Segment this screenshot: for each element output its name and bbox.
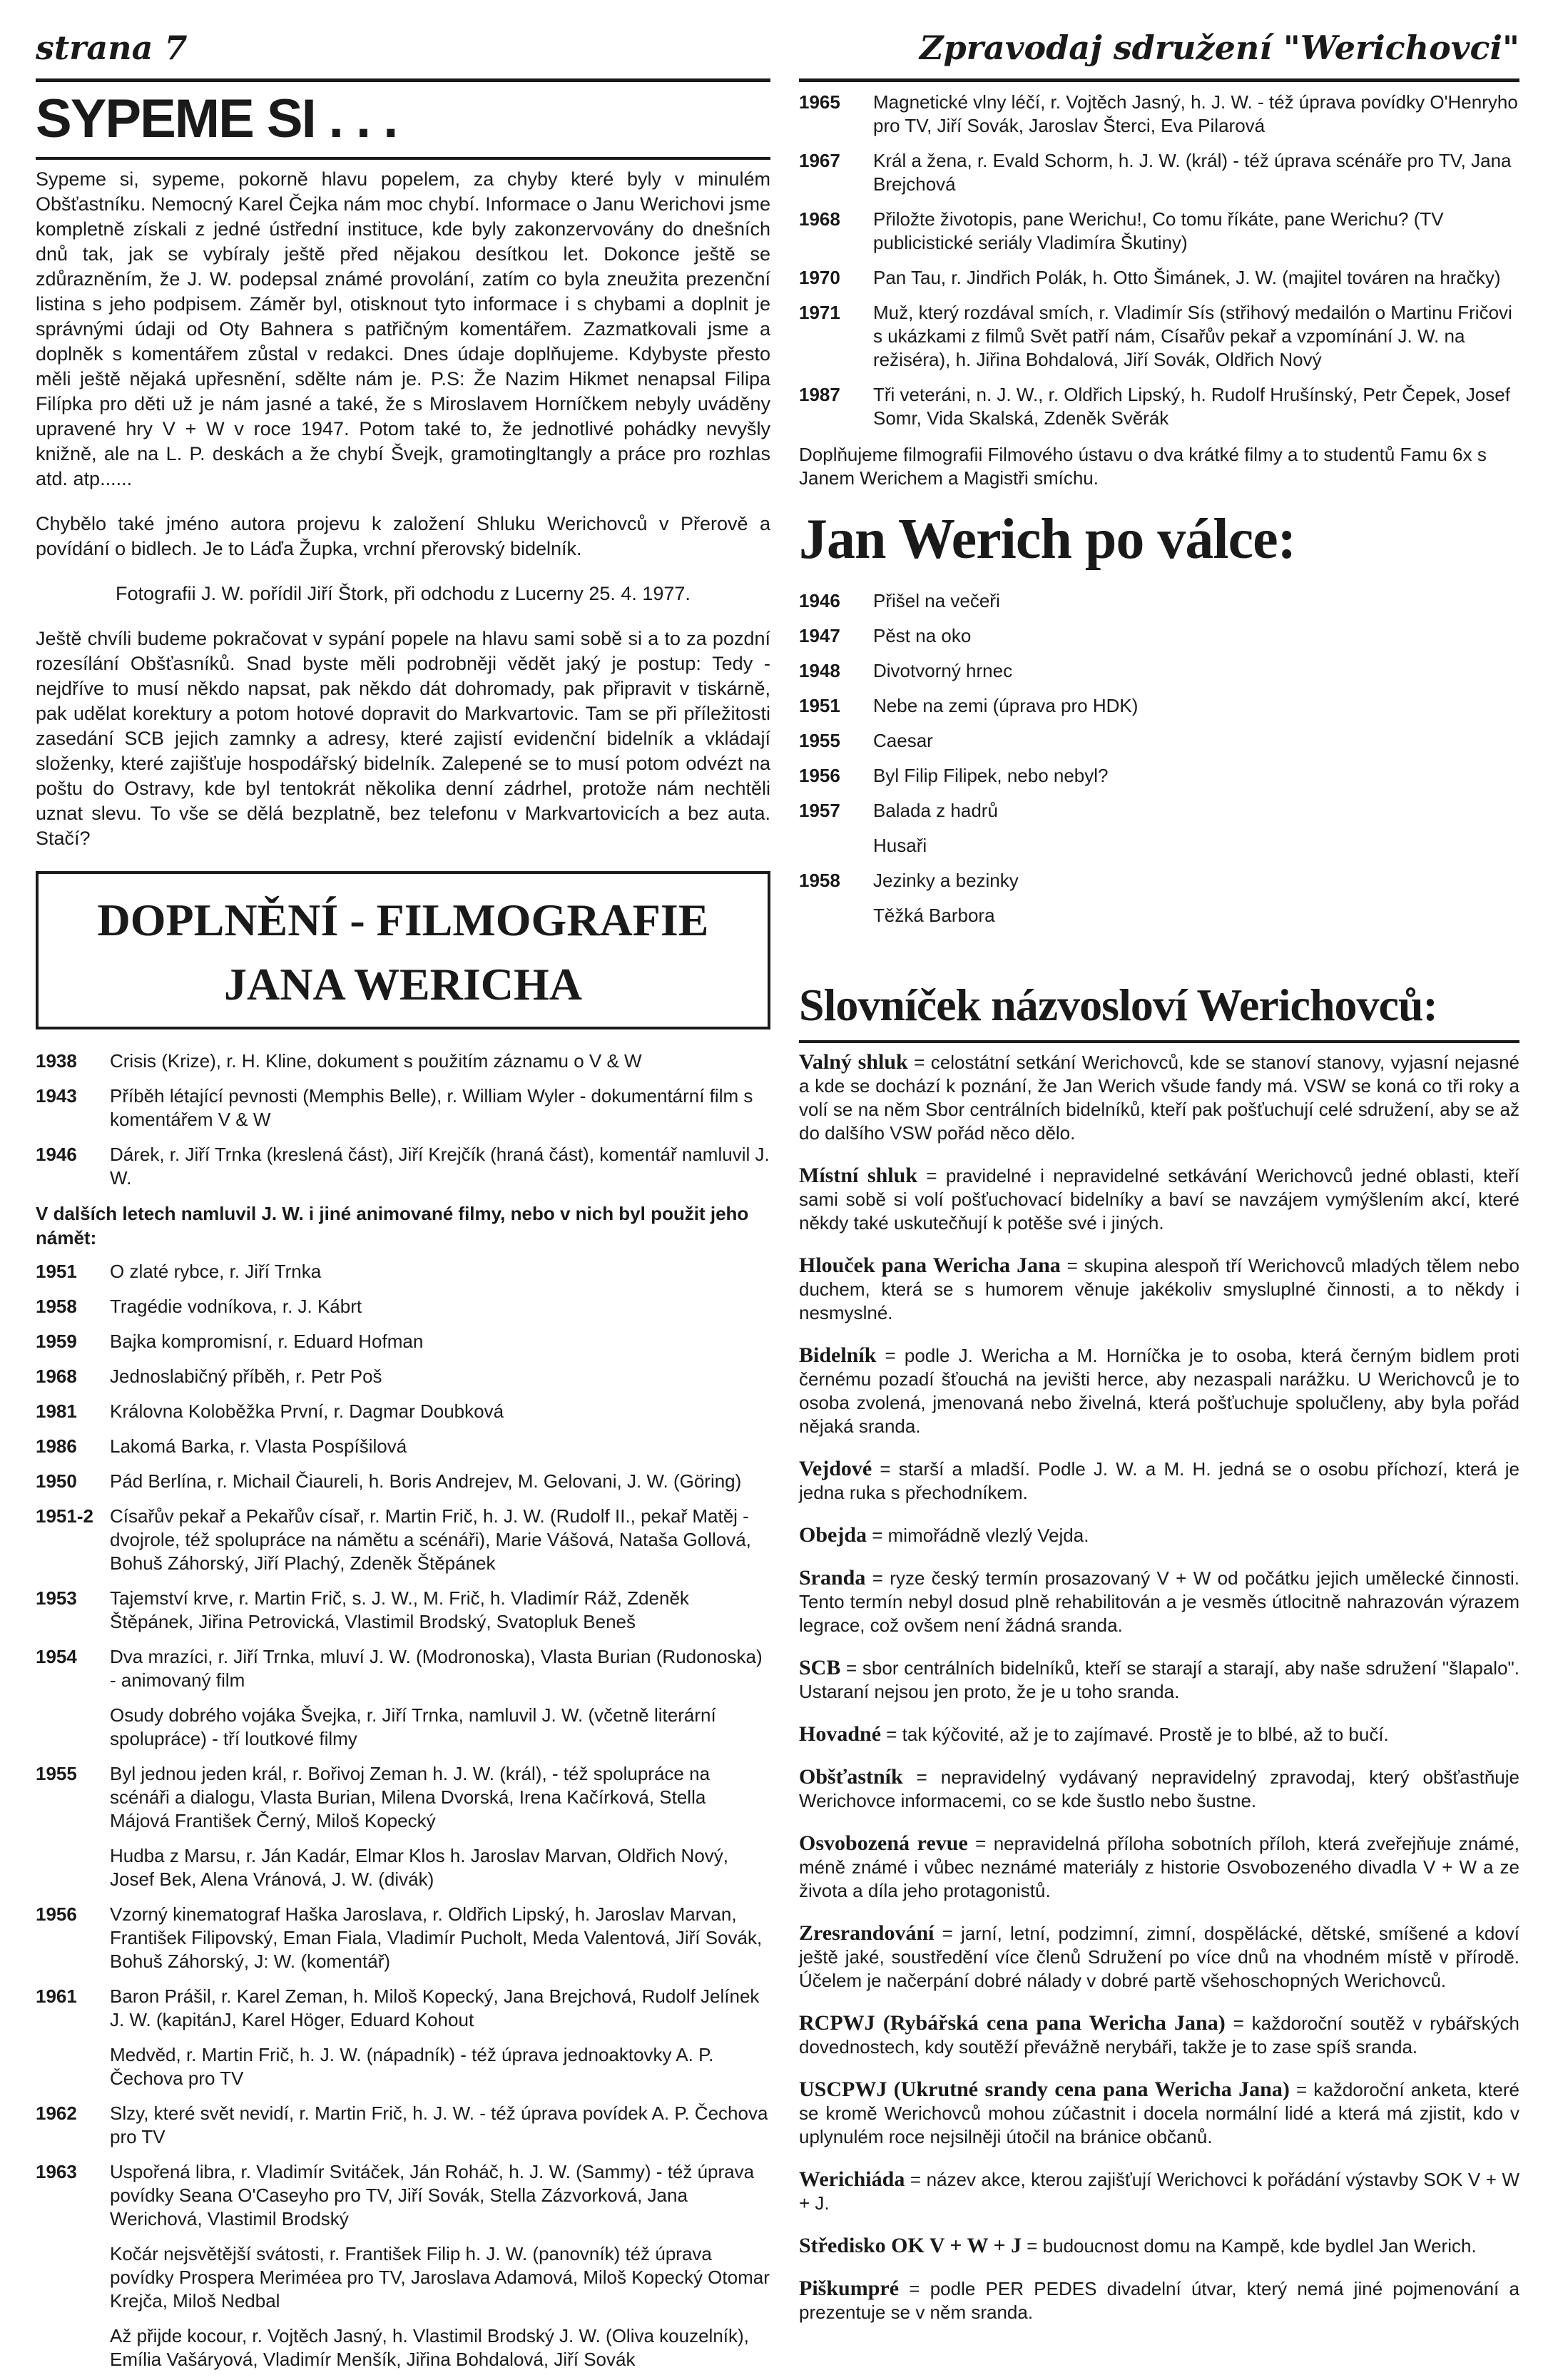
row-text: Těžká Barbora [873, 905, 995, 926]
table-row [36, 1982, 770, 2040]
row-year: 1955 [36, 1763, 77, 1784]
row-year: 1951-2 [36, 1505, 93, 1527]
glossary-term: Valný shluk [799, 1050, 908, 1074]
row-year: 1970 [799, 267, 840, 288]
table-row [799, 88, 1519, 146]
table-row [799, 796, 1519, 831]
glossary-rule [799, 1040, 1519, 1043]
row-text: Až přijde kocour, r. Vojtěch Jasný, h. Vlastimil Brodský J. W. (Oliva kouzelník), Emília Vašáryová, Vladimír Menšík, Jiřina Bohdalová, Jiří Sovák [110, 2325, 749, 2370]
glossary-definition: = podle PER PEDES divadelní útvar, který nemá jiné pojmenování a prezentuje se v něm sranda. [799, 2278, 1519, 2323]
glossary-term: Místní shluk [799, 1164, 918, 1187]
glossary-term: Středisko OK V + W + J [799, 2234, 1022, 2257]
row-text: Muž, který rozdával smích, r. Vladimír Sís (střihový medailón o Martinu Fričovi s ukázkami z filmů Svět patří nám, Císařův pekař a vzpomínání J. W. na režiséra), h. Jiřina Bohdalová, Jiří Sovák, Oldřich Nový [873, 302, 1512, 370]
row-text: Císařův pekař a Pekařův císař, r. Martin Frič, h. J. W. (Rudolf II., pekař Matěj - dvojrole, též spolupráce na námětu a scénáři), Marie Vášová, Nataša Gollová, Bohuš Záhorský, Jiří Plachý, Zdeněk Štěpánek [110, 1505, 751, 1574]
glossary-item [799, 2078, 1519, 2149]
row-text: Kočár nejsvětější svátosti, r. František Filip h. J. W. (panovník) též úprava povídky Prospera Meriméea pro TV, Jaroslava Adamová, Miloš Kopecký Otomar Krejča, Miloš Nedbal [110, 2243, 770, 2312]
glossary-term: USCPWJ (Ukrutné srandy cena pana Wericha Jana) [799, 2078, 1290, 2101]
table-row [36, 2040, 770, 2099]
table-row [36, 1257, 770, 1292]
glossary-term: Bidelník [799, 1343, 877, 1367]
filmography-note: V dalších letech namluvil J. W. i jiné animované filmy, nebo v nich byl použit jeho námět: [36, 1203, 749, 1249]
glossary-term: Hlouček pana Wericha Jana [799, 1253, 1061, 1277]
row-text: Crisis (Krize), r. H. Kline, dokument s použitím záznamu o V & W [110, 1050, 642, 1072]
article-paragraph: Chybělo také jméno autora projevu k založení Shluku Werichovců v Přerově a povídání o bidlech. Je to Láďa Župka, vrchní přerovský bidelník. [36, 513, 770, 559]
table-row [36, 2157, 770, 2239]
row-year: 1953 [36, 1587, 77, 1609]
table-row [36, 1701, 770, 1759]
table-row [799, 831, 1519, 866]
row-year: 1987 [799, 384, 840, 405]
page-header [36, 21, 1519, 78]
glossary-term: Vejdové [799, 1457, 872, 1480]
glossary-item [799, 1253, 1519, 1325]
row-year: 1956 [36, 1903, 77, 1925]
row-text: Uspořená libra, r. Vladimír Svitáček, Ján Roháč, h. J. W. (Sammy) - též úprava povídky Seana O'Caseyho pro TV, Jiří Sovák, Stella Zázvorková, Jana Werichová, Vlastimil Brodský [110, 2161, 755, 2229]
table-row [36, 1397, 770, 1432]
row-text: Bajka kompromisní, r. Eduard Hofman [110, 1331, 424, 1352]
glossary-item [799, 2277, 1519, 2324]
table-row [36, 1362, 770, 1397]
glossary-item [799, 1457, 1519, 1505]
glossary-list [799, 1050, 1519, 2324]
row-year [36, 2239, 110, 2321]
right-column [799, 78, 1519, 2343]
glossary-definition: = mimořádně vlezlý Vejda. [867, 1525, 1089, 1546]
glossary-term: SCB [799, 1656, 841, 1679]
header-rule [36, 78, 770, 82]
row-text: Jednoslabičný příběh, r. Petr Poš [110, 1366, 382, 1387]
row-year: 1956 [799, 765, 840, 786]
row-year: 1968 [799, 208, 840, 230]
row-year: 1948 [799, 660, 840, 681]
row-year [36, 2040, 110, 2099]
glossary-term: Osvobozená revue [799, 1831, 968, 1855]
row-text: Medvěd, r. Martin Frič, h. J. W. (nápadník) - též úprava jednoaktovky A. P. Čechova pro TV [110, 2044, 714, 2089]
row-year: 1971 [799, 302, 840, 323]
glossary-term: Obejda [799, 1523, 867, 1547]
row-year: 1943 [36, 1085, 77, 1107]
glossary-definition: = tak kýčovité, až je to zajímavé. Prostě je to blbé, až to bučí. [881, 1724, 1389, 1745]
table-row [36, 1140, 770, 1199]
row-text: Magnetické vlny léčí, r. Vojtěch Jasný, h. J. W. - též úprava povídky O'Henryho pro TV, Jiří Sovák, Jaroslav Šterci, Eva Pilarová [873, 91, 1518, 136]
row-text: Osudy dobrého vojáka Švejka, r. Jiří Trnka, namluvil J. W. (včetně literární spolupráce) - tří loutkové filmy [110, 1704, 716, 1749]
glossary-definition: = pravidelné i nepravidelné setkávání Werichovců jedné oblasti, kteří sami sobě si volí pošťuchovací bidelníky a baví se navzájem vymýšlením akcí, které někdy také uskutečňují k potěše své i jiných. [799, 1165, 1519, 1234]
row-year: 1946 [36, 1144, 77, 1165]
table-row [799, 298, 1519, 380]
glossary-definition: = každoroční anketa, které se kromě Werichovců mohou zúčastnit i docela normální lidé a která má zjistit, kdo v uplynulém roce nejsilněji útočil na bránice občanů. [799, 2079, 1519, 2147]
row-year [36, 2321, 110, 2380]
filmography-table-c [799, 88, 1519, 439]
row-year: 1962 [36, 2102, 77, 2124]
glossary-term: Sranda [799, 1566, 866, 1590]
filmography-title: DOPLNĚNÍ - FILMOGRAFIE JANA WERICHA [36, 871, 770, 1029]
glossary-term: Zresrandování [799, 1921, 935, 1945]
table-row [36, 1841, 770, 1900]
glossary-definition: = podle J. Wericha a M. Horníčka je to osoba, která černým bidlem proti černému pozadí šťouchá na jevišti herce, aby nezaspali narážku. U Werichovců je to osoba zvolená, jmenovaná nebo živelná, která pošťuchuje spolučleny, aby byla pořád nějaká sranda. [799, 1345, 1519, 1437]
row-year [36, 1701, 110, 1759]
row-year: 1938 [36, 1050, 77, 1072]
row-year: 1965 [799, 91, 840, 113]
table-row [799, 866, 1519, 901]
row-text: Caesar [873, 730, 933, 751]
table-row [799, 380, 1519, 439]
row-year: 1967 [799, 150, 840, 171]
glossary-definition: = každoroční soutěž v rybářských dovednostech, kdy soutěží převážně nerybáři, takže je to zase spíš sranda. [799, 2013, 1519, 2058]
table-row [36, 1502, 770, 1584]
row-text: Baron Prášil, r. Karel Zeman, h. Miloš Kopecký, Jana Brejchová, Rudolf Jelínek J. W. (kapitánJ, Karel Höger, Eduard Kohout [110, 1985, 760, 2030]
row-text: Vzorný kinematograf Haška Jaroslava, r. Oldřich Lipský, h. Jaroslav Marvan, František Filipovský, Eman Fiala, Vladimír Pucholt, Meda Valentová, Jiří Sovák, Bohuš Záhorský, J: W. (komentář) [110, 1903, 763, 1972]
row-year: 1955 [799, 730, 840, 751]
table-row [36, 1047, 770, 1082]
table-row [36, 1759, 770, 1841]
table-row [799, 146, 1519, 205]
article-paragraph: Fotografii J. W. pořídil Jiří Štork, při odchodu z Lucerny 25. 4. 1977. [116, 583, 691, 604]
row-text: O zlaté rybce, r. Jiří Trnka [110, 1261, 322, 1282]
row-text: Dva mrazíci, r. Jiří Trnka, mluví J. W. (Modronoska), Vlasta Burian (Rudonoska) - animovaný film [110, 1646, 763, 1691]
table-row [36, 1642, 770, 1701]
glossary-item [799, 2234, 1519, 2258]
article-paragraph: Sypeme si, sypeme, pokorně hlavu popelem, za chyby které byly v minulém Obšťastníku. Nemocný Karel Čejka nám moc chybí. Informace o Janu Werichovi jsme kompletně získali z jedné ústřední instituce, kde byly zakonzervovány do dnešních dnů tak, jak se vybíraly ještě před nějakou desítkou let. Dokonce ještě se zdůrazněním, že J. W. podepsal známé provolání, zatím co byla zneužita prezenční listina s jeho podpisem. Záměr byl, otisknout tyto informace i s chybami a doplnit je správnými údaji od Oty Bahnera s patřičným komentářem. Zazmatkovali jsme a doplněk s komentářem zůstal v redakci. Dnes údaje doplňujeme. Kdybyste přesto měli ještě nějaká upřesnění, sdělte nám je. P.S: Že Nazim Hikmet nenapsal Filipa Filípka pro děti už je nám jasné a také, že s Miroslavem Horníčkem nebyly uváděny upravené hry V + W v roce 1947. Potom také to, že jednotlivé pohádky nevyšly knižně, ale na L. P. deskách a že chybí Švejk, gramotingltangly a práce pro rozhlas atd. atp...... [36, 168, 770, 489]
glossary-item [799, 1722, 1519, 1746]
row-year: 1951 [36, 1261, 77, 1282]
row-year: 1950 [36, 1470, 77, 1492]
row-text: Pěst na oko [873, 625, 972, 646]
left-column [36, 78, 770, 2380]
table-row [36, 1900, 770, 1982]
row-text: Byl jednou jeden král, r. Bořivoj Zeman h. J. W. (král), - též spolupráce na scénáři a dialogu, Vlasta Burian, Milena Dvorská, Irena Kačírková, Stella Májová František Černý, Miloš Kopecký [110, 1763, 711, 1831]
table-row [799, 621, 1519, 656]
glossary-item [799, 1921, 1519, 1993]
row-text: Přišel na večeři [873, 590, 1000, 611]
row-year: 1959 [36, 1331, 77, 1352]
glossary-term: Piškumpré [799, 2277, 900, 2300]
table-row [36, 2321, 770, 2380]
table-row [36, 1467, 770, 1502]
table-row [799, 726, 1519, 761]
row-year: 1957 [799, 800, 840, 821]
table-row [36, 1584, 770, 1642]
row-text: Lakomá Barka, r. Vlasta Pospíšilová [110, 1435, 407, 1457]
glossary-item [799, 1343, 1519, 1438]
row-year: 1986 [36, 1435, 77, 1457]
glossary-item [799, 1566, 1519, 1637]
row-year: 1958 [36, 1296, 77, 1317]
row-year: 1946 [799, 590, 840, 611]
filmography-addendum: Doplňujeme filmografii Filmového ústavu o dva krátké filmy a to studentů Famu 6x s Janem Werichem a Magistři smíchu. [799, 444, 1487, 489]
glossary-item [799, 2167, 1519, 2215]
table-row [36, 1432, 770, 1467]
glossary-term: Obšťastník [799, 1765, 903, 1789]
row-year [799, 901, 873, 936]
glossary-item [799, 1523, 1519, 1547]
filmography-table-b [36, 1257, 770, 2380]
row-text: Balada z hadrů [873, 800, 998, 821]
row-text: Pan Tau, r. Jindřich Polák, h. Otto Šimánek, J. W. (majitel továren na hračky) [873, 267, 1501, 288]
table-row [799, 263, 1519, 298]
row-text: Slzy, které svět nevidí, r. Martin Frič, h. J. W. - též úprava povídek A. P. Čechova pro TV [110, 2102, 768, 2147]
glossary-definition: = jarní, letní, podzimní, zimní, dospělácké, dětské, smíšené a kdoví ještě jaké, soustředění více členů Sdružení po více dnů na vhodném místě v přírodě. Účelem je načerpání dobré nálady v dobré partě všehoschopných Werichovců. [799, 1923, 1519, 1991]
page-number: strana 7 [36, 29, 188, 67]
publication-title: Zpravodaj sdružení "Werichovci" [919, 29, 1519, 67]
glossary-definition: = nepravidelná příloha sobotních příloh, která zveřejňuje známé, méně známé i vůbec neznámé materiály z historie Osvobozeného divadla V + W a ze života a díla jeho protagonistů. [799, 1833, 1519, 1901]
article-paragraph: Ještě chvíli budeme pokračovat v sypání popele na hlavu sami sobě si a to za pozdní rozesílání Obšťasníků. Snad byste měli podrobněji vědět jaký je postup: Tedy - nejdříve to musí někdo napsat, pak někdo dát dohromady, pak připravit v tiskárně, pak udělat korektury a potom hotové dopravit do Markvartovic. Tam se při příležitosti zasedání SCB jejich zamnky a adresy, které zajistí evidenční bidelník a vkládají složenky, které zajišťuje hospodářský bidelník. Zalepené se to musí potom odvézt na poštu do Ostravy, kde byl tentokrát několika denní zádrhel, protože nám nechtěli uznat slevu. To vše se dělá bezplatně, bez telefonu v Markvartovicích a bez auta. Stačí? [36, 628, 770, 849]
row-text: Nebe na zemi (úprava pro HDK) [873, 695, 1139, 716]
filmography-table-a [36, 1047, 770, 1199]
row-text: Pád Berlína, r. Michail Čiaureli, h. Boris Andrejev, M. Gelovani, J. W. (Göring) [110, 1470, 742, 1492]
glossary-definition: = celostátní setkání Werichovců, kde se stanoví stanovy, vyjasní nejasné a kde se dochází k poznání, že Jan Werich všude fandy má. VSW se koná co tři roky a volí se na něm Sbor centrálních bidelníků, kteří pak pošťuchují celé sdružení, aby se až do dalšího VSW pořád něco dělo. [799, 1052, 1519, 1144]
table-row [799, 761, 1519, 796]
header-rule-right [799, 78, 1519, 82]
glossary-definition: = nepravidelný vydávaný nepravidelný zpravodaj, který obšťastňuje Werichovce informacemi, co se kde šustlo nebo šustne. [799, 1766, 1519, 1811]
row-text: Husaři [873, 835, 927, 856]
row-text: Tajemství krve, r. Martin Frič, s. J. W., M. Frič, h. Vladimír Ráž, Zdeněk Štěpánek, Jiřina Petrovická, Vlastimil Brodský, Svatopluk Beneš [110, 1587, 689, 1632]
row-year: 1951 [799, 695, 840, 716]
row-text: Tři veteráni, n. J. W., r. Oldřich Lipský, h. Rudolf Hrušínský, Petr Čepek, Josef Somr, Vida Skalská, Zdeněk Svěrák [873, 384, 1510, 429]
row-year [36, 1841, 110, 1900]
glossary-definition: = skupina alespoň tří Werichovců mladých tělem nebo duchem, která se s humorem věnuje jakékoliv smysluplné činnosti, a to někdy i nesmyslné. [799, 1255, 1519, 1323]
glossary-item [799, 1050, 1519, 1145]
postwar-title: Jan Werich po válce: [799, 508, 1296, 571]
glossary-item [799, 1765, 1519, 1813]
article-title: SYPEME SI . . . [36, 88, 397, 149]
row-year [799, 831, 873, 866]
glossary-definition: = název akce, kterou zajišťují Werichovci k pořádání výstavby SOK V + W + J. [799, 2169, 1519, 2214]
row-text: Příběh létající pevnosti (Memphis Belle), r. William Wyler - dokumentární film s komentářem V & W [110, 1085, 753, 1130]
glossary-term: Werichiáda [799, 2167, 905, 2191]
row-year: 1958 [799, 870, 840, 891]
glossary-term: Hovadné [799, 1722, 882, 1746]
row-year: 1963 [36, 2161, 77, 2182]
glossary-term: RCPWJ (Rybářská cena pana Wericha Jana) [799, 2011, 1226, 2035]
title-rule [36, 157, 770, 160]
table-row [799, 656, 1519, 691]
table-row [799, 586, 1519, 621]
table-row [799, 901, 1519, 936]
row-year: 1954 [36, 1646, 77, 1667]
row-year: 1968 [36, 1366, 77, 1387]
glossary-definition: = budoucnost domu na Kampě, kde bydlel Jan Werich. [1022, 2235, 1477, 2257]
row-text: Královna Koloběžka První, r. Dagmar Doubková [110, 1400, 504, 1422]
row-text: Tragédie vodníkova, r. J. Kábrt [110, 1296, 362, 1317]
glossary-definition: = starší a mladší. Podle J. W. a M. H. jedná se o osobu příchozí, která je jedna ruka s přechodníkem. [799, 1458, 1519, 1503]
table-row [36, 1292, 770, 1327]
row-text: Byl Filip Filipek, nebo nebyl? [873, 765, 1109, 786]
table-row [36, 1327, 770, 1362]
row-text: Dárek, r. Jiří Trnka (kreslená část), Jiří Krejčík (hraná část), komentář namluvil J. W. [110, 1144, 770, 1189]
row-text: Hudba z Marsu, r. Ján Kadár, Elmar Klos h. Jaroslav Marvan, Oldřich Nový, Josef Bek, Alena Vránová, J. W. (divák) [110, 1845, 729, 1890]
table-row [799, 691, 1519, 726]
glossary-definition: = ryze český termín prosazovaný V + W od počátku jejich umělecké činnosti. Tento termín nebyl dosud plně rehabilitován a je vesměs útlocitně nahrazován výrazem legrace, což ovšem není žádná sranda. [799, 1567, 1519, 1636]
table-row [36, 2239, 770, 2321]
row-text: Král a žena, r. Evald Schorm, h. J. W. (král) - též úprava scénáře pro TV, Jana Brejchová [873, 150, 1512, 195]
row-year: 1981 [36, 1400, 77, 1422]
postwar-table [799, 586, 1519, 936]
glossary-item [799, 1831, 1519, 1903]
glossary-title: Slovníček názvosloví Werichovců: [799, 980, 1437, 1030]
row-year: 1947 [799, 625, 840, 646]
row-text: Jezinky a bezinky [873, 870, 1019, 891]
table-row [799, 205, 1519, 263]
row-year: 1961 [36, 1985, 77, 2007]
table-row [36, 1082, 770, 1140]
table-row [36, 2099, 770, 2157]
row-text: Přiložte životopis, pane Werichu!, Co tomu říkáte, pane Werichu? (TV publicistické seriály Vladimíra Škutiny) [873, 208, 1444, 253]
glossary-item [799, 1164, 1519, 1235]
row-text: Divotvorný hrnec [873, 660, 1013, 681]
glossary-item [799, 1656, 1519, 1704]
glossary-definition: = sbor centrálních bidelníků, kteří se starají a starají, aby naše sdružení "šlapalo". Ustaraní nejsou jen proto, že je u toho sranda. [799, 1657, 1519, 1702]
glossary-item [799, 2011, 1519, 2059]
